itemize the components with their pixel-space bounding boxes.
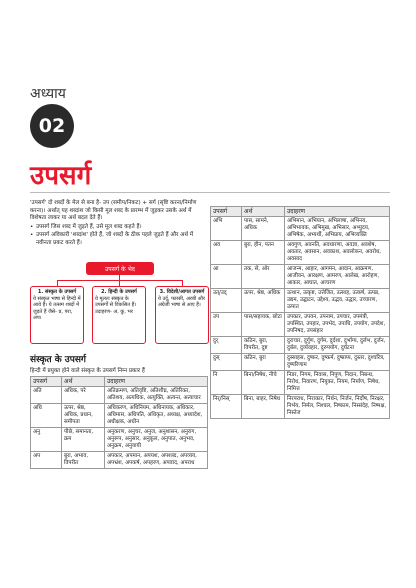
table-row (31, 387, 208, 404)
diagram-box-heading: 1. संस्कृत के उपसर्ग (37, 289, 77, 295)
meaning-cell: पास, सामने, अधिक (242, 217, 285, 241)
meaning-cell: ऊपर, श्रेष्ठ, अधिक (242, 289, 285, 313)
meaning-cell: तक, से, ओर (242, 265, 285, 289)
prefix-cell: दुस् (211, 354, 242, 371)
intro-bullet: • उपसर्ग जिस शब्द में जुड़ते हैं, उसे मूल शब्द कहते हैं। (30, 224, 205, 232)
examples-cell: अपकार, अपमान, अपयश, अपशब्द, अपव्यय, अपभ्रंश, अपकर्ष, अपहरण, अपवाद, अपराध (105, 452, 208, 469)
diagram-box-heading: 2. हिन्दी के उपसर्ग (101, 289, 137, 295)
meaning-cell: पास/सहायक, छोटा (242, 313, 285, 337)
prefix-cell: नि (211, 371, 242, 395)
prefix-cell: अनु (31, 428, 62, 452)
meaning-cell: ऊपर, श्रेष्ठ, अधिक, प्रधान, समीपता (62, 404, 105, 428)
prefix-cell: दुर् (211, 337, 242, 354)
table-row (211, 337, 390, 354)
examples-cell: अवगुण, अवनति, अवधारणा, अवज्ञा, अवशेष, अवतार, अवसान, अवकाश, अवलोकन, अवरोध, अवसाद (285, 241, 390, 265)
prefix-cell: अप (31, 452, 62, 469)
examples-cell: निरपराध, निराकार, निर्धन, निर्जन, निर्दोष, निरक्षर, निर्भय, निर्मल, निश्चल, निष्काम, निस्संदेह, निष्पक्ष, निस्तेज (285, 395, 390, 419)
table-row (31, 452, 208, 469)
diagram-title: उपसर्ग के भेद (86, 262, 154, 275)
diagram-connector (57, 280, 183, 281)
chapter-label: अध्याय (30, 86, 66, 102)
examples-cell: दुराचार, दुर्गुण, दुर्गम, दुर्दशा, दुर्भाग्य, दुर्लभ, दुर्जन, दुर्बल, दुर्व्यवहार, दुरुपयोग, दुर्घटना (285, 337, 390, 354)
meaning-cell: कठिन, बुरा, विपरीत, दुष्ट (242, 337, 285, 354)
chapter-title: उपसर्ग (30, 161, 92, 191)
diagram-box-foreign (155, 286, 209, 344)
col-header-meaning: अर्थ (242, 207, 285, 217)
prefix-cell: उप (211, 313, 242, 337)
col-header-prefix: उपसर्ग (31, 377, 62, 387)
meaning-cell: बुरा, अभाव, विपरीत (62, 452, 105, 469)
prefix-cell: आ (211, 265, 242, 289)
diagram-box-sanskrit (30, 286, 84, 344)
col-header-prefix: उपसर्ग (211, 207, 242, 217)
table-row (211, 217, 390, 241)
table-row (211, 354, 390, 371)
diagram-box-text: ये उर्दू, फारसी, अरबी और अंग्रेजी भाषा से आए हैं। (158, 295, 205, 309)
table-row (31, 428, 208, 452)
table-row (211, 395, 390, 419)
examples-cell: आजन्म, आहार, आगमन, आदान, आक्रमण, आजीवन, आरक्षण, आमरण, आलेख, आरोहण, आकार, आघात, आचरण (285, 265, 390, 289)
diagram-box-text: ये मूलतः संस्कृत के उपसर्गों से विकसित हैं। उदाहरण- अ, कु, भर (95, 295, 137, 315)
intro-bullet: • उपसर्ग अविकारी 'शब्दांश' होते हैं, जो शब्दों के ठीक पहले जुड़ते हैं और अर्थ में नवीनता प्रकट करते हैं। (30, 232, 205, 247)
table-row (211, 313, 390, 337)
prefix-cell: निर्/निस् (211, 395, 242, 419)
table-row (31, 404, 208, 428)
prefix-table-right (210, 206, 390, 419)
examples-cell: अनुकरण, अनुचर, अनुज, अनुशासन, अनुराग, अनुरूप, अनुसार, अनुकूल, अनुपात, अनुभव, अनुक्रम, अनुयायी (105, 428, 208, 452)
meaning-cell: पीछे, समानता, क्रम (62, 428, 105, 452)
diagram-box-heading: 3. विदेशी/आगत उपसर्ग (159, 289, 205, 295)
sanskrit-section-subheading: हिन्दी में प्रयुक्त होने वाले संस्कृत के उपसर्ग निम्न प्रकार हैं (30, 368, 145, 374)
prefix-cell: अति (31, 387, 62, 404)
prefix-cell: अधि (31, 404, 62, 428)
meaning-cell: कठिन, बुरा (242, 354, 285, 371)
examples-cell: अभिमान, अभियान, अभिलाषा, अभिनय, अभिभावक, अभिमुख, अभिसार, अभ्युदय, अभिषेक, अभ्यर्थी, अभिप्राय, अभिव्यक्ति (285, 217, 390, 241)
examples-cell: उपकार, उपवन, उपनाम, उपचार, उपमंत्री, उपस्थित, उपहार, उपभेद, उपाधि, उपयोग, उपदेश, उपनिषद, उपसंहार (285, 313, 390, 337)
examples-cell: अधिकरण, अधिनियम, अधिनायक, अधिकार, अधिमास, अधिपति, अधिकृत, अध्यक्ष, अध्यादेश, अधीक्षक, अधीन (105, 404, 208, 428)
prefix-table-left (30, 376, 208, 469)
chapter-number-badge: 02 (30, 104, 74, 148)
examples-cell: निडर, निगम, निवास, निपुण, निदान, निबन्ध, निरोध, निवारण, नियुक्त, नियम, निर्माण, निषेध, निमित्त (285, 371, 390, 395)
diagram-box-text: ये संस्कृत भाषा से हिन्दी में आये हैं। ये तत्सम शब्दों में जुड़ते हैं जैसे- प्र, परा, अप। (33, 295, 81, 322)
table-row (211, 265, 390, 289)
examples-cell: अतिक्रमण, अतिवृष्टि, अतिशीघ्र, अतिरिक्त, अतिशय, अत्यधिक, अत्युक्ति, अत्यन्त, अत्याचार (105, 387, 208, 404)
col-header-examples: उदाहरण (105, 377, 208, 387)
meaning-cell: बुरा, हीन, पतन (242, 241, 285, 265)
intro-section (30, 200, 205, 249)
prefix-cell: अभि (211, 217, 242, 241)
table-row (211, 371, 390, 395)
sanskrit-section-heading: संस्कृत के उपसर्ग (30, 355, 87, 365)
diagram-box-hindi (92, 286, 146, 344)
prefix-cell: उत्/उद् (211, 289, 242, 313)
col-header-meaning: अर्थ (62, 377, 105, 387)
meaning-cell: बिना, बाहर, निषेध (242, 395, 285, 419)
table-row (211, 241, 390, 265)
prefix-cell: अव (211, 241, 242, 265)
meaning-cell: अधिक, परे (62, 387, 105, 404)
table-header-row (31, 377, 208, 387)
col-header-examples: उदाहरण (285, 207, 390, 217)
title-divider (30, 192, 390, 193)
examples-cell: दुस्साहस, दुष्कर, दुष्कर्म, दुष्प्राप्य, दुस्तर, दुश्चरित्र, दुष्परिणाम (285, 354, 390, 371)
table-row (211, 289, 390, 313)
meaning-cell: बिना/निषेध, नीचे (242, 371, 285, 395)
intro-paragraph: 'उपसर्ग' दो शब्दों के मेल से बना है- उप (समीप/निकट) + सर्ग (सृष्टि करना/निर्माण करना)। अर्थात् यह शब्दांश जो किसी मूल शब्द के प्रारम्भ में जुड़कर उसके अर्थ में विशेषता लाकर या अर्थ बदल देते हैं। (30, 200, 197, 222)
table-header-row (211, 207, 390, 217)
examples-cell: उत्थान, उत्कृष्ट, उत्तेजित, उत्साह, उत्कर्ष, उत्पन्न, उद्यम, उद्घाटन, उद्देश्य, उद्भव, उद्धार, उच्चारण, उत्पात (285, 289, 390, 313)
